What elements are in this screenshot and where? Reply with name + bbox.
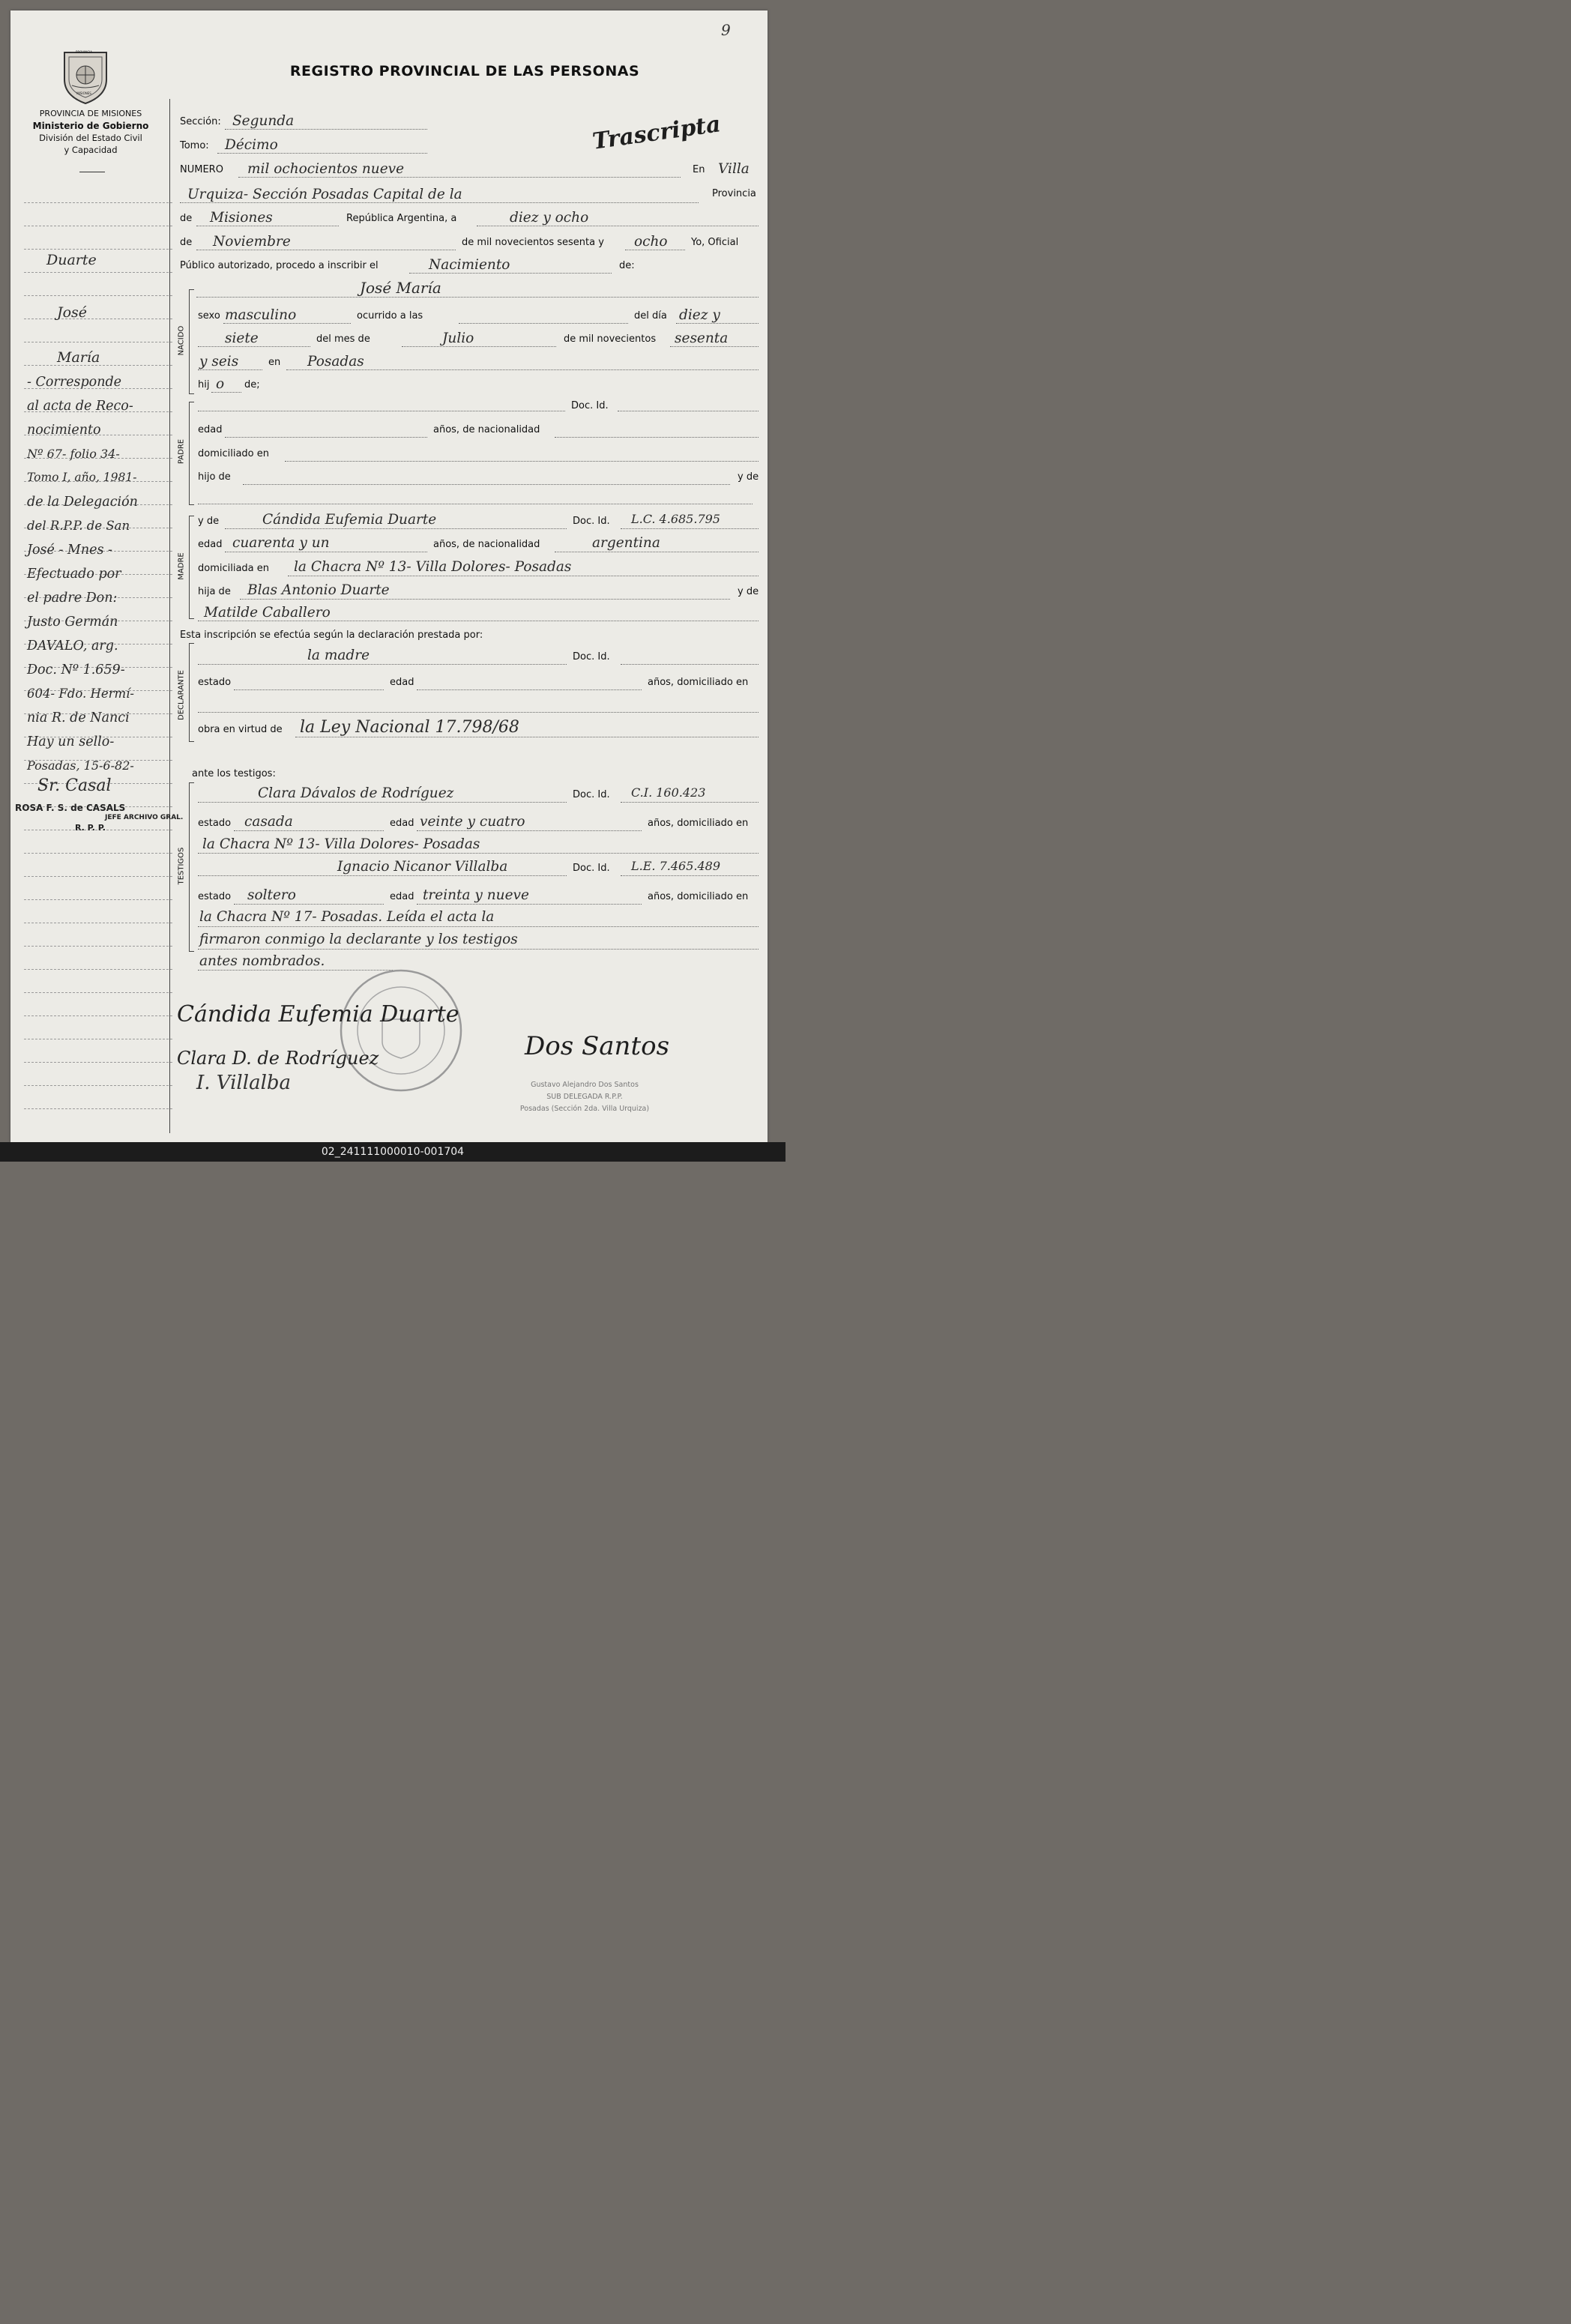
margin-note-line: Tomo I, año, 1981-	[27, 471, 137, 484]
signature-mother: Cándida Eufemia Duarte	[177, 1001, 459, 1027]
tomo-label: Tomo:	[180, 140, 209, 151]
anio-label: de mil novecientos sesenta y	[462, 237, 604, 248]
margin-note-line: - Corresponde	[27, 375, 122, 390]
margin-rule-line	[24, 202, 172, 203]
testigo1-edad: veinte y cuatro	[420, 814, 525, 830]
testigo2-estado: soltero	[247, 887, 296, 903]
margin-rule-line	[24, 272, 172, 273]
testigo1-nombre: Clara Dávalos de Rodríguez	[258, 785, 454, 801]
margin-rule-line	[24, 1085, 172, 1086]
margin-rule-line	[24, 992, 172, 993]
de-label: de	[180, 213, 193, 224]
margin-rule-line	[24, 249, 172, 250]
madre-section-label: MADRE	[177, 552, 186, 580]
officer-name: Gustavo Alejandro Dos Santos	[531, 1081, 639, 1089]
declarante-estado-label: estado	[198, 677, 232, 688]
official-seal-icon	[337, 967, 465, 1094]
de2-label: de	[180, 237, 193, 248]
mes-value: Julio	[442, 331, 474, 346]
margin-note-line: Doc. Nº 1.659-	[27, 663, 125, 677]
document-title: REGISTRO PROVINCIAL DE LAS PERSONAS	[289, 63, 640, 79]
testigo1-estado: casada	[244, 814, 293, 830]
margin-name-2: María	[57, 349, 100, 366]
testigo1-doc-label: Doc. Id.	[573, 789, 610, 800]
margin-rule-line	[24, 295, 172, 296]
declarante-intro: Esta inscripción se efectúa según la declaración prestada por:	[180, 630, 483, 641]
margin-rule-line	[24, 876, 172, 877]
madre-padre-value: Blas Antonio Duarte	[247, 582, 390, 598]
margin-note-line: Nº 67- folio 34-	[27, 447, 120, 461]
signature-witness-2: I. Villalba	[196, 1072, 292, 1094]
publico-label: Público autorizado, procedo a inscribir el	[180, 260, 379, 271]
oficial-label: Yo, Oficial	[691, 237, 739, 248]
sexo-value: masculino	[225, 307, 297, 323]
madre-edad-value: cuarenta y un	[232, 535, 330, 551]
madre-edad-label: edad	[198, 539, 223, 550]
margin-note-line: Hay un sello-	[27, 734, 115, 749]
child-name: José María	[360, 279, 441, 297]
en-label: En	[693, 164, 705, 175]
officer-office: Posadas (Sección 2da. Villa Urquiza)	[519, 1105, 650, 1113]
margin-rule-line	[24, 899, 172, 900]
mil-label: de mil novecientos	[564, 333, 657, 345]
testigo2-domic-label: años, domiciliado en	[648, 891, 749, 902]
de3-label: de:	[619, 260, 635, 271]
padre-yde-label: y de	[738, 471, 759, 483]
testigo1-edad-label: edad	[390, 818, 414, 829]
madre-nombre-value: Cándida Eufemia Duarte	[262, 512, 437, 528]
en-value: Villa	[718, 161, 750, 177]
province-crest-icon	[61, 46, 109, 105]
margin-rule-line	[24, 1108, 172, 1109]
testigos-intro: ante los testigos:	[192, 768, 276, 779]
margin-note-line: nia R. de Nanci	[27, 710, 130, 725]
margin-note-line: del R.P.P. de San	[27, 519, 130, 533]
crest-top-text: PROVINCIA	[76, 50, 92, 54]
province-value: Misiones	[210, 210, 273, 226]
location-value: Urquiza- Sección Posadas Capital de la	[187, 187, 462, 202]
dia-value-2: siete	[225, 331, 259, 346]
declarante-domic-label: años, domiciliado en	[648, 677, 749, 688]
obra-value: la Ley Nacional 17.798/68	[300, 718, 519, 737]
crest-bottom-text: MISIONES	[76, 91, 91, 95]
image-id-footer: 02_241111000010-001704	[0, 1142, 786, 1162]
padre-domic-label: domiciliado en	[198, 448, 270, 459]
nacido-section-label: NACIDO	[177, 325, 186, 356]
madre-yde-label: y de	[198, 516, 220, 527]
testigo2-nombre: Ignacio Nicanor Villalba	[337, 859, 508, 875]
closing-text-2: antes nombrados.	[199, 953, 325, 969]
margin-note-line: DAVALO, arg.	[27, 639, 118, 654]
margin-name-1: José	[57, 304, 88, 321]
testigo1-estado-label: estado	[198, 818, 232, 829]
declarante-doc-label: Doc. Id.	[573, 651, 610, 663]
page-number: 9	[721, 21, 731, 39]
margin-surname: Duarte	[46, 252, 97, 268]
madre-nac-label: años, de nacionalidad	[433, 539, 540, 550]
madre-yde2-label: y de	[738, 586, 759, 597]
issuing-office	[13, 108, 168, 156]
transcribed-annotation: Trascripta	[591, 111, 723, 155]
division-name-2: y Capacidad	[64, 145, 118, 155]
padre-hijo-label: hijo de	[198, 471, 231, 483]
signature-witness-1: Clara D. de Rodríguez	[177, 1048, 379, 1069]
ministry-name: Ministerio de Gobierno	[32, 121, 149, 131]
republica-label: República Argentina, a	[346, 213, 457, 224]
declarante-nombre-value: la madre	[307, 648, 370, 663]
margin-rule-line	[24, 853, 172, 854]
stamp-line: JEFE ARCHIVO GRAL.	[105, 814, 184, 821]
year-value: ocho	[634, 234, 668, 250]
provincia-label: Provincia	[712, 188, 756, 199]
obra-label: obra en virtud de	[198, 724, 283, 735]
testigo2-doc: L.E. 7.465.489	[631, 859, 720, 873]
margin-divider	[169, 99, 170, 1133]
madre-doc-value: L.C. 4.685.795	[631, 512, 720, 526]
hijo-de-label: de;	[244, 379, 260, 390]
madre-nac-value: argentina	[592, 535, 660, 551]
province-name: PROVINCIA DE MISIONES	[39, 109, 142, 118]
numero-value: mil ochocientos nueve	[247, 161, 405, 177]
madre-hija-label: hija de	[198, 586, 231, 597]
margin-rule-line	[24, 1062, 172, 1063]
margin-note-line: el padre Don:	[27, 591, 118, 606]
margin-rule-line	[24, 946, 172, 947]
margin-note-line: nocimiento	[27, 423, 101, 438]
margin-note-line: Efectuado por	[27, 567, 121, 582]
testigo2-estado-label: estado	[198, 891, 232, 902]
anio-nac-value-2: y seis	[199, 354, 239, 369]
sexo-label: sexo	[198, 310, 220, 322]
officer-title: SUB DELEGADA R.P.P.	[546, 1093, 623, 1101]
madre-domic-value: la Chacra Nº 13- Villa Dolores- Posadas	[294, 559, 572, 575]
declarante-section-label: DECLARANTE	[177, 670, 186, 720]
testigo2-edad: treinta y nueve	[423, 887, 529, 903]
seccion-label: Sección:	[180, 116, 221, 127]
margin-signature: Sr. Casal	[37, 776, 112, 795]
testigo1-doc: C.I. 160.423	[631, 785, 706, 800]
declarante-edad-label: edad	[390, 677, 414, 688]
ocurrido-label: ocurrido a las	[357, 310, 423, 322]
tomo-value: Décimo	[225, 137, 278, 153]
numero-label: NUMERO	[180, 164, 223, 175]
testigo2-doc-label: Doc. Id.	[573, 863, 610, 874]
act-type-value: Nacimiento	[429, 257, 510, 273]
padre-section-label: PADRE	[177, 438, 186, 465]
testigo1-domic: la Chacra Nº 13- Villa Dolores- Posadas	[202, 836, 480, 852]
dia-value: diez y	[679, 307, 720, 323]
margin-rule-line	[24, 969, 172, 970]
padre-edad-label: edad	[198, 424, 223, 435]
signature-officer: Dos Santos	[525, 1031, 670, 1061]
padre-doc-label: Doc. Id.	[571, 400, 609, 411]
division-name: División del Estado Civil	[39, 133, 142, 143]
madre-madre-value: Matilde Caballero	[204, 605, 331, 621]
month-value: Noviembre	[213, 234, 291, 250]
margin-note-line: Justo Germán	[27, 615, 118, 630]
stamp-line: R. P. P.	[75, 823, 106, 833]
margin-note-line: al acta de Reco-	[27, 399, 133, 414]
margin-note-line: de la Delegación	[27, 495, 138, 510]
lugar-value: Posadas	[307, 354, 364, 369]
madre-doc-label: Doc. Id.	[573, 516, 610, 527]
margin-note-line: José - Mnes -	[27, 543, 112, 558]
mes-label: del mes de	[316, 333, 370, 345]
testigo2-edad-label: edad	[390, 891, 414, 902]
madre-domic-label: domiciliada en	[198, 563, 270, 574]
anio-nac-value: sesenta	[675, 331, 729, 346]
archive-stamp	[15, 803, 183, 833]
testigos-section-label: TESTIGOS	[177, 847, 186, 885]
dia-label: del día	[634, 310, 667, 322]
testigo1-domic-label: años, domiciliado en	[648, 818, 749, 829]
margin-note-line: 604- Fdo. Hermí-	[27, 686, 134, 701]
stamp-line: ROSA F. S. de CASALS	[15, 803, 126, 813]
padre-nac-label: años, de nacionalidad	[433, 424, 540, 435]
margin-note-line: Posadas, 15-6-82-	[27, 758, 134, 773]
seccion-value: Segunda	[232, 113, 295, 129]
hijo-label: hij	[198, 379, 210, 390]
testigo2-domic: la Chacra Nº 17- Posadas. Leída el acta la	[199, 909, 495, 925]
hijo-value: o	[216, 376, 225, 392]
day-value: diez y ocho	[510, 210, 589, 226]
en-lugar-label: en	[268, 357, 281, 368]
margin-rule-line	[24, 1015, 172, 1016]
closing-text-1: firmaron conmigo la declarante y los testigos	[199, 932, 518, 947]
